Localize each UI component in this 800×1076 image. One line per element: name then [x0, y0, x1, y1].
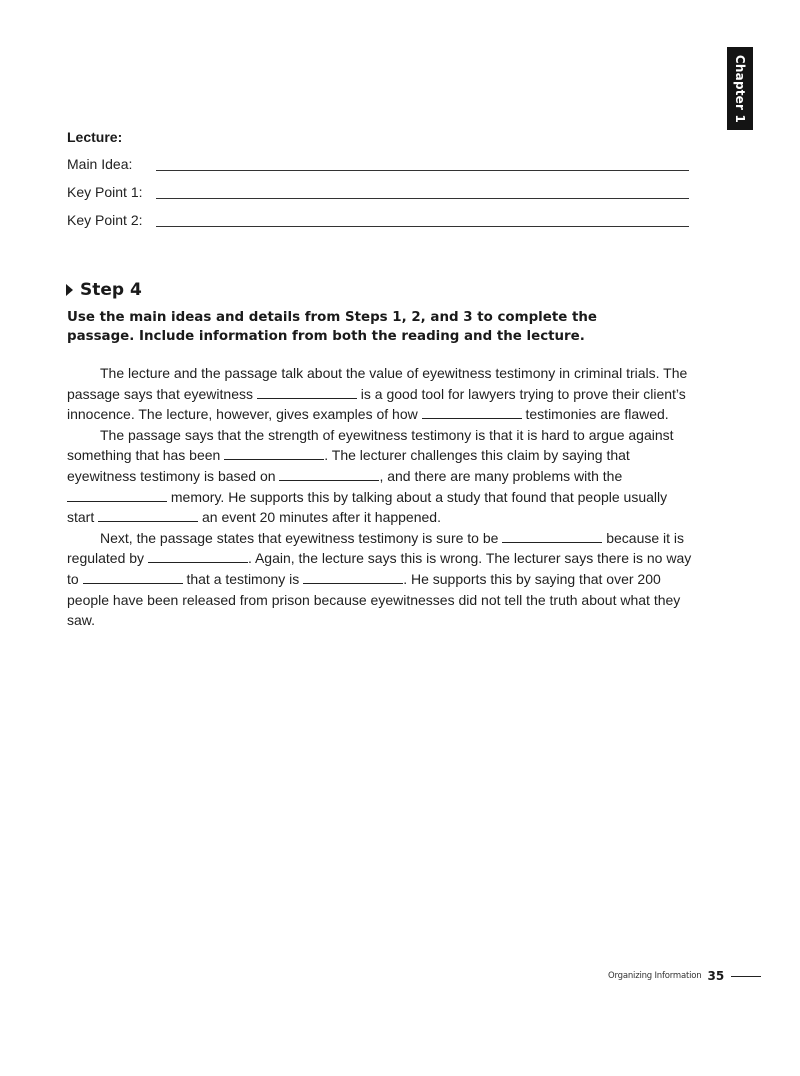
- passage-blank[interactable]: [422, 406, 522, 419]
- passage-blank[interactable]: [148, 550, 248, 563]
- page-footer: [608, 969, 761, 983]
- passage-paragraph-1: [67, 363, 693, 425]
- passage-text: that a testimony is: [182, 570, 304, 587]
- passage-blank[interactable]: [303, 571, 403, 584]
- footer-section-title: Organizing Information: [608, 971, 702, 981]
- main-idea-label: Main Idea:: [67, 156, 133, 172]
- key-point-1-blank[interactable]: [156, 198, 689, 199]
- passage-blank[interactable]: [98, 509, 198, 522]
- passage: [67, 363, 693, 631]
- footer-rule: [731, 976, 761, 977]
- passage-blank[interactable]: [257, 386, 357, 399]
- step-instructions: Use the main ideas and details from Steps 1, 2, and 3 to complete the passage. Include information from both the reading and the lecture.: [67, 310, 597, 344]
- main-idea-blank[interactable]: [156, 170, 689, 171]
- chapter-tab-label: Chapter 1: [733, 54, 748, 123]
- chapter-tab: [727, 47, 753, 130]
- passage-text: . The lecturer challenges this claim by saying that eyewitness testimony is based on: [67, 447, 630, 484]
- triangle-right-icon: [66, 284, 73, 296]
- key-point-2-blank[interactable]: [156, 226, 689, 227]
- passage-text: is a good tool for lawyers trying to prove their client’s innocence. The lecture, however, gives examples of how: [67, 385, 686, 423]
- passage-text: The passage says that the strength of eyewitness testimony is that it is hard to argue against something that has been: [67, 426, 674, 464]
- page-number: 35: [707, 969, 725, 983]
- passage-text: Next, the passage states that eyewitness testimony is sure to be: [100, 529, 503, 546]
- passage-paragraph-3: [67, 528, 693, 631]
- passage-blank[interactable]: [502, 530, 602, 543]
- passage-text: testimonies are flawed.: [521, 406, 669, 423]
- step-heading: [66, 280, 142, 300]
- passage-text: The lecture and the passage talk about the value of eyewitness testimony in criminal trials. The passage says that eyewitness: [67, 365, 688, 402]
- passage-blank[interactable]: [83, 571, 183, 584]
- key-point-1-label: Key Point 1:: [67, 184, 143, 200]
- passage-blank[interactable]: [279, 468, 379, 481]
- passage-blank[interactable]: [224, 447, 324, 460]
- key-point-2-label: Key Point 2:: [67, 212, 143, 228]
- step-title: Step 4: [80, 280, 142, 300]
- key-point-2-row: [67, 212, 689, 232]
- passage-blank[interactable]: [67, 489, 167, 502]
- passage-text: . Again, the lecture says this is wrong. The lecturer says there is no way to: [67, 550, 692, 587]
- main-idea-row: [67, 156, 689, 176]
- lecture-heading: Lecture:: [67, 129, 123, 145]
- passage-text: memory. He supports this by talking about a study that found that people usually start: [67, 488, 668, 526]
- passage-text: . He supports this by saying that over 200 people have been released from prison because eyewitnesses did not tell the truth about what they saw.: [67, 570, 681, 629]
- passage-text: an event 20 minutes after it happened.: [198, 509, 441, 526]
- key-point-1-row: [67, 184, 689, 204]
- passage-text: , and there are many problems with the: [379, 467, 623, 484]
- passage-text: because it is regulated by: [67, 529, 685, 567]
- passage-paragraph-2: [67, 425, 693, 528]
